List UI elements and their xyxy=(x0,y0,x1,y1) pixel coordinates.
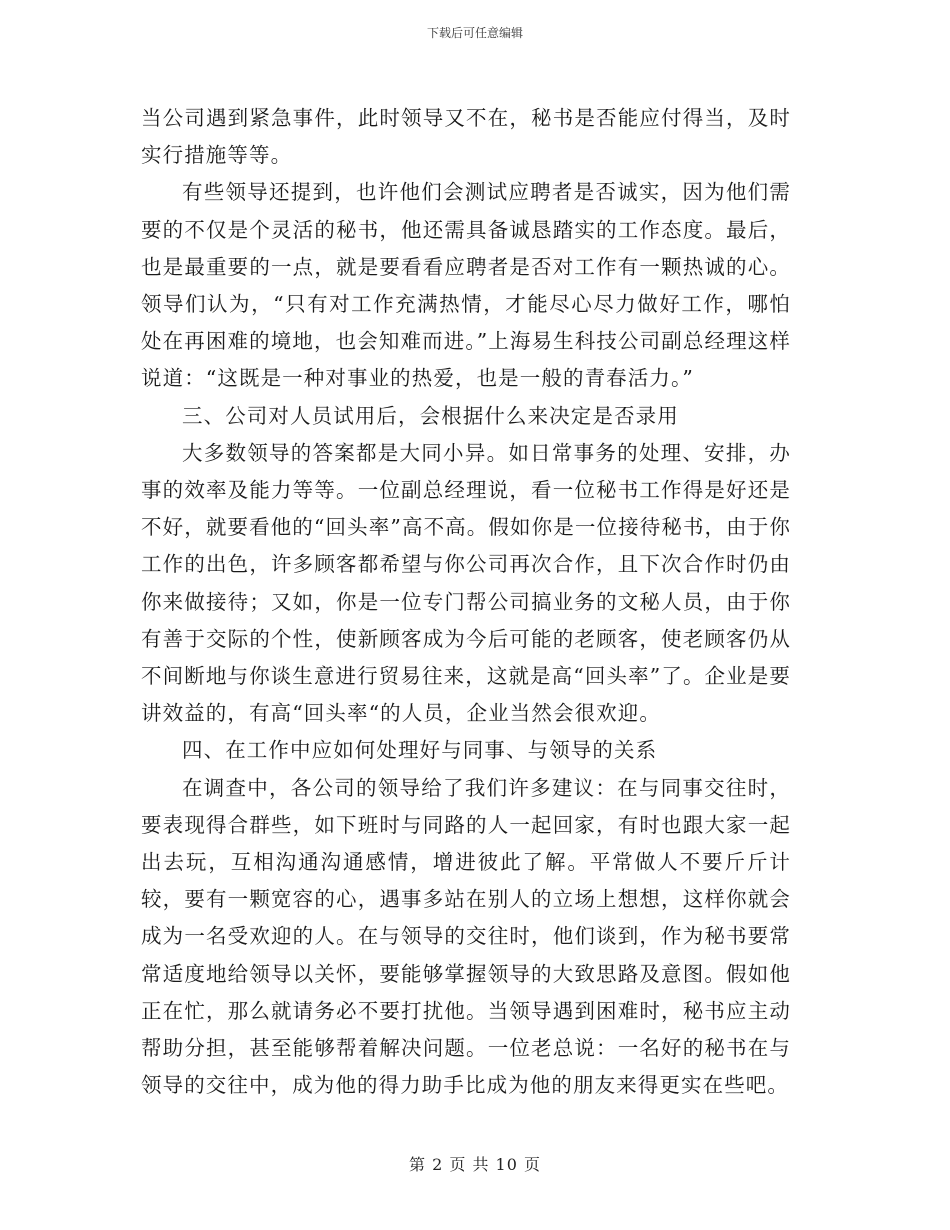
paragraph-3: 大多数领导的答案都是大同小异。如日常事务的处理、安排，办事的效率及能力等等。一位副总经理说，看一位秘书工作得是好还是不好，就要看他的“回头率”高不高。假如你是一位接待秘书，由于你工作的出色，许多顾客都希望与你公司再次合作，且下次合作时仍由你来做接待；又如，你是一位专门帮公司搞业务的文秘人员，由于你有善于交际的个性，使新顾客成为今后可能的老顾客，使老顾客仍从不间断地与你谈生意进行贸易往来，这就是高“回头率”了。企业是要讲效益的，有高“回头率“的人员，企业当然会很欢迎。 xyxy=(141,440,791,726)
paragraph-1: 当公司遇到紧急事件，此时领导又不在，秘书是否能应付得当，及时实行措施等等。 xyxy=(141,106,791,168)
section-heading-3: 三、公司对人员试用后，会根据什么来决定是否录用 xyxy=(182,403,679,428)
page-header: 下载后可任意编辑 xyxy=(426,26,523,40)
page-number-footer: 第 2 页 共 10 页 xyxy=(409,1155,541,1174)
section-heading-4: 四、在工作中应如何处理好与同事、与领导的关系 xyxy=(182,738,658,763)
paragraph-4: 在调查中，各公司的领导给了我们许多建议：在与同事交往时，要表现得合群些，如下班时与同路的人一起回家，有时也跟大家一起出去玩，互相沟通沟通感情，增进彼此了解。平常做人不要斤斤计较，要有一颗宽容的心，遇事多站在别人的立场上想想，这样你就会成为一名受欢迎的人。在与领导的交往时，他们谈到，作为秘书要常常适度地给领导以关怀，要能够掌握领导的大致思路及意图。假如他正在忙，那么就请务必不要打扰他。当领导遇到困难时，秘书应主动帮助分担，甚至能够帮着解决问题。一位老总说：一名好的秘书在与领导的交往中，成为他的得力助手比成为他的朋友来得更实在些吧。 xyxy=(141,775,791,1098)
document-body xyxy=(141,100,791,1104)
paragraph-2: 有些领导还提到，也许他们会测试应聘者是否诚实，因为他们需要的不仅是个灵活的秘书，他还需具备诚恳踏实的工作态度。最后，也是最重要的一点，就是要看看应聘者是否对工作有一颗热诚的心。领导们认为，“只有对工作充满热情，才能尽心尽力做好工作，哪怕处在再困难的境地，也会知难而进。”上海易生科技公司副总经理这样说道：“这既是一种对事业的热爱，也是一般的青春活力。” xyxy=(141,180,791,391)
